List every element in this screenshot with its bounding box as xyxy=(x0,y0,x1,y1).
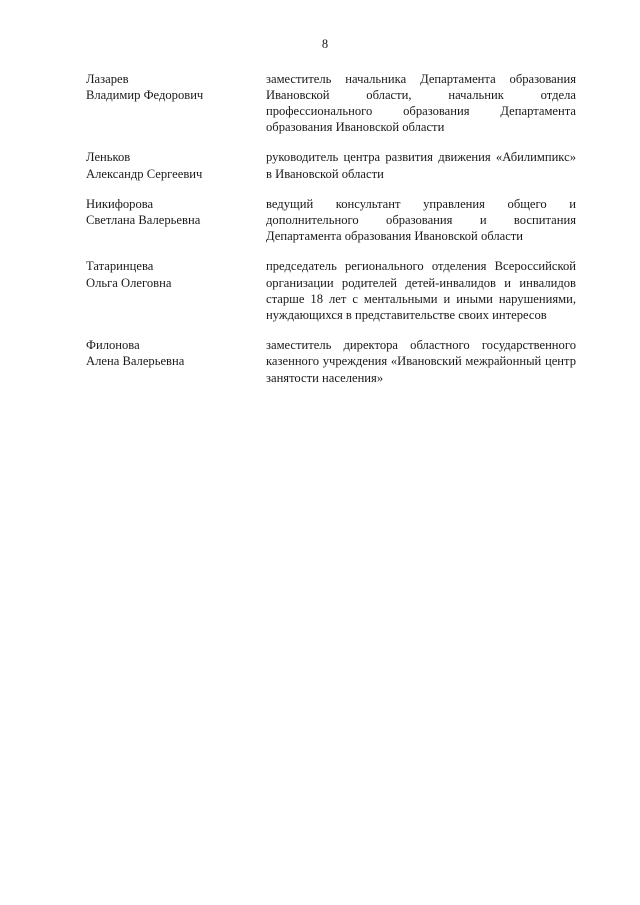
person-name-line: Алена Валерьевна xyxy=(86,354,185,369)
person-name-line: Татаринцева xyxy=(86,259,154,274)
person-role-text: заместитель начальника Департамента образования Ивановской области, начальник отдела профессионального образования Департамента образования Ивановской области xyxy=(266,71,576,135)
roster-body xyxy=(86,71,576,386)
spacer-cell xyxy=(86,244,266,258)
person-name-cell xyxy=(86,196,266,245)
person-role-text: руководитель центра развития движения «Абилимпикс» в Ивановской области xyxy=(266,150,576,181)
person-name-line: Александр Сергеевич xyxy=(86,166,203,181)
table-row xyxy=(86,71,576,136)
table-row xyxy=(86,196,576,245)
person-role-cell xyxy=(266,337,576,386)
row-spacer xyxy=(86,135,576,149)
person-name-line: Леньков xyxy=(86,150,131,165)
spacer-cell xyxy=(266,244,576,258)
spacer-cell xyxy=(266,135,576,149)
person-role-cell xyxy=(266,149,576,181)
person-name-cell xyxy=(86,71,266,136)
spacer-cell xyxy=(86,323,266,337)
table-row xyxy=(86,337,576,386)
person-role-cell xyxy=(266,258,576,323)
row-spacer xyxy=(86,244,576,258)
page-number: 8 xyxy=(321,37,329,51)
person-name-cell xyxy=(86,149,266,181)
table-row xyxy=(86,258,576,323)
spacer-cell xyxy=(86,182,266,196)
person-role-cell xyxy=(266,196,576,245)
spacer-cell xyxy=(266,182,576,196)
roster-table xyxy=(86,71,576,386)
person-role-text: заместитель директора областного государственного казенного учреждения «Ивановский межрайонный центр занятости населения» xyxy=(266,338,576,385)
person-name-line: Владимир Федорович xyxy=(86,87,204,102)
person-name-line: Лазарев xyxy=(86,71,129,86)
person-name-line: Светлана Валерьевна xyxy=(86,212,201,227)
person-name-cell xyxy=(86,337,266,386)
person-role-text: ведущий консультант управления общего и дополнительного образования и воспитания Департамента образования Ивановской области xyxy=(266,196,576,244)
spacer-cell xyxy=(86,135,266,149)
row-spacer xyxy=(86,323,576,337)
table-row xyxy=(86,149,576,181)
person-role-cell xyxy=(266,71,576,136)
person-role-text: председатель регионального отделения Всероссийской организации родителей детей-инвалидов и инвалидов старше 18 лет с ментальными и иными нарушениями, нуждающихся в представительстве своих интересов xyxy=(266,259,576,322)
spacer-cell xyxy=(266,323,576,337)
person-name-line: Ольга Олеговна xyxy=(86,275,172,290)
person-name-line: Никифорова xyxy=(86,196,154,211)
person-name-cell xyxy=(86,258,266,323)
person-name-line: Филонова xyxy=(86,338,140,353)
row-spacer xyxy=(86,182,576,196)
